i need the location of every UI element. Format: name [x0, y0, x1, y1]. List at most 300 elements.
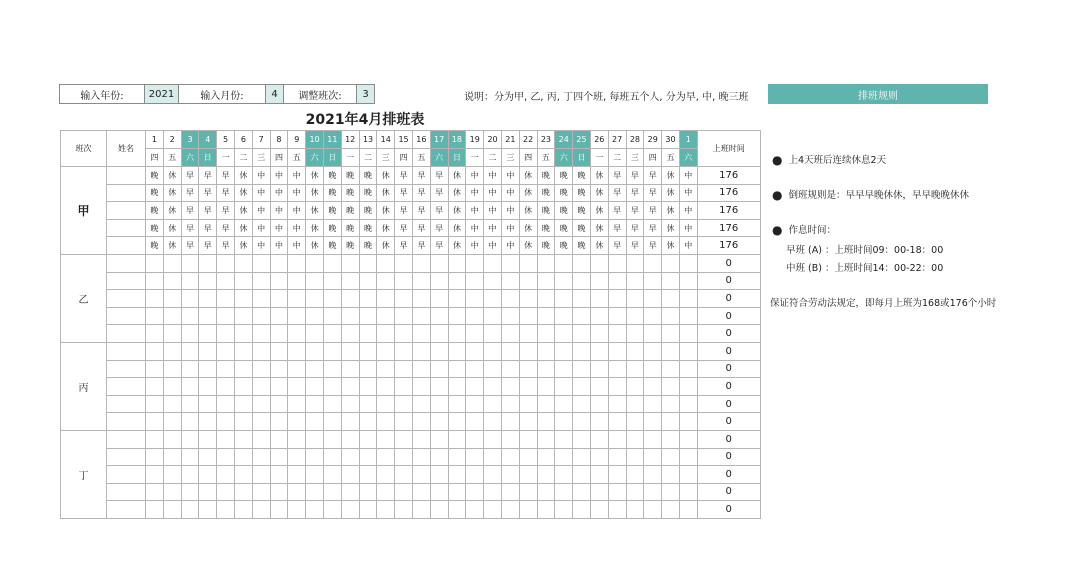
shift-cell[interactable] — [323, 254, 341, 272]
shift-cell[interactable] — [270, 430, 288, 448]
shift-cell[interactable] — [573, 325, 591, 343]
shift-cell[interactable] — [181, 325, 199, 343]
shift-cell[interactable] — [377, 360, 395, 378]
shift-cell[interactable] — [626, 325, 644, 343]
shift-cell[interactable] — [395, 395, 413, 413]
shift-cell[interactable] — [412, 325, 430, 343]
shift-cell[interactable] — [608, 378, 626, 396]
shift-cell[interactable] — [323, 413, 341, 431]
shift-cell[interactable] — [359, 501, 377, 519]
shift-cell[interactable] — [395, 430, 413, 448]
shift-cell[interactable]: 中 — [466, 184, 484, 202]
shift-cell[interactable] — [146, 448, 164, 466]
shift-cell[interactable] — [662, 395, 680, 413]
shift-cell[interactable] — [644, 395, 662, 413]
shift-cell[interactable]: 晚 — [146, 237, 164, 255]
shift-cell[interactable] — [590, 360, 608, 378]
shift-cell[interactable]: 休 — [590, 184, 608, 202]
shift-cell[interactable]: 中 — [466, 202, 484, 220]
shift-cell[interactable] — [555, 378, 573, 396]
shift-cell[interactable]: 晚 — [323, 237, 341, 255]
shift-cell[interactable] — [537, 395, 555, 413]
shift-cell[interactable] — [555, 466, 573, 484]
shift-cell[interactable]: 晚 — [573, 202, 591, 220]
shift-cell[interactable] — [377, 483, 395, 501]
shift-cell[interactable]: 中 — [270, 237, 288, 255]
shift-cell[interactable] — [679, 466, 697, 484]
shift-cell[interactable] — [573, 395, 591, 413]
shift-cell[interactable] — [217, 342, 235, 360]
shift-cell[interactable] — [288, 395, 306, 413]
shift-cell[interactable] — [590, 466, 608, 484]
shift-cell[interactable]: 中 — [484, 237, 502, 255]
shift-cell[interactable] — [519, 483, 537, 501]
shift-cell[interactable] — [484, 483, 502, 501]
shift-cell[interactable]: 晚 — [341, 219, 359, 237]
shift-cell[interactable] — [448, 290, 466, 308]
shift-cell[interactable]: 早 — [644, 237, 662, 255]
shift-cell[interactable]: 早 — [199, 219, 217, 237]
shift-cell[interactable] — [163, 448, 181, 466]
shift-cell[interactable] — [537, 378, 555, 396]
shift-cell[interactable] — [377, 501, 395, 519]
shift-cell[interactable]: 中 — [270, 167, 288, 185]
shift-cell[interactable]: 中 — [679, 202, 697, 220]
shift-cell[interactable]: 休 — [662, 237, 680, 255]
shift-cell[interactable] — [306, 448, 324, 466]
shift-cell[interactable]: 早 — [412, 219, 430, 237]
shift-cell[interactable]: 中 — [252, 167, 270, 185]
shift-cell[interactable]: 休 — [662, 202, 680, 220]
name-cell[interactable] — [107, 360, 146, 378]
shift-cell[interactable] — [679, 290, 697, 308]
shift-cell[interactable] — [448, 413, 466, 431]
shift-cell[interactable]: 早 — [644, 167, 662, 185]
shift-cell[interactable] — [217, 466, 235, 484]
shift-cell[interactable]: 早 — [412, 167, 430, 185]
shift-cell[interactable] — [644, 290, 662, 308]
name-cell[interactable] — [107, 290, 146, 308]
shift-cell[interactable] — [537, 290, 555, 308]
shift-cell[interactable] — [288, 307, 306, 325]
shift-cell[interactable] — [626, 272, 644, 290]
shift-cell[interactable] — [573, 378, 591, 396]
shift-cell[interactable] — [484, 430, 502, 448]
shift-cell[interactable]: 中 — [501, 219, 519, 237]
shift-cell[interactable] — [359, 272, 377, 290]
shift-cell[interactable] — [662, 413, 680, 431]
shift-cell[interactable]: 早 — [412, 184, 430, 202]
shift-cell[interactable]: 休 — [448, 202, 466, 220]
shift-cell[interactable]: 中 — [252, 219, 270, 237]
shift-cell[interactable] — [679, 272, 697, 290]
shift-cell[interactable]: 休 — [448, 167, 466, 185]
shift-cell[interactable] — [466, 430, 484, 448]
shift-cell[interactable]: 晚 — [146, 202, 164, 220]
shift-cell[interactable] — [662, 360, 680, 378]
shift-cell[interactable] — [608, 448, 626, 466]
shift-cell[interactable] — [252, 395, 270, 413]
shift-cell[interactable] — [430, 466, 448, 484]
shift-cell[interactable] — [163, 290, 181, 308]
shift-cell[interactable] — [590, 483, 608, 501]
shift-cell[interactable] — [217, 325, 235, 343]
shift-cell[interactable]: 早 — [395, 219, 413, 237]
shift-cell[interactable]: 早 — [430, 237, 448, 255]
shift-cell[interactable]: 早 — [395, 237, 413, 255]
shift-cell[interactable] — [573, 466, 591, 484]
shift-cell[interactable] — [430, 254, 448, 272]
shift-cell[interactable] — [395, 501, 413, 519]
shift-cell[interactable] — [573, 290, 591, 308]
shift-cell[interactable] — [626, 360, 644, 378]
shift-cell[interactable] — [626, 378, 644, 396]
shift-cell[interactable] — [288, 448, 306, 466]
shift-cell[interactable]: 休 — [448, 237, 466, 255]
shift-cell[interactable] — [163, 378, 181, 396]
shift-cell[interactable] — [412, 290, 430, 308]
shift-cell[interactable] — [341, 254, 359, 272]
shift-cell[interactable] — [217, 448, 235, 466]
shift-cell[interactable]: 晚 — [146, 167, 164, 185]
shift-cell[interactable] — [537, 360, 555, 378]
shift-cell[interactable] — [573, 501, 591, 519]
shift-cell[interactable] — [644, 501, 662, 519]
shift-cell[interactable] — [323, 430, 341, 448]
shift-cell[interactable] — [163, 413, 181, 431]
shift-cell[interactable]: 休 — [448, 219, 466, 237]
shift-cell[interactable] — [359, 342, 377, 360]
shift-cell[interactable] — [359, 483, 377, 501]
shift-cell[interactable] — [662, 290, 680, 308]
shift-cell[interactable] — [608, 290, 626, 308]
shift-cell[interactable] — [377, 307, 395, 325]
shift-cell[interactable] — [359, 360, 377, 378]
shift-cell[interactable] — [626, 254, 644, 272]
shift-cell[interactable] — [644, 378, 662, 396]
shift-cell[interactable]: 晚 — [359, 219, 377, 237]
shift-cell[interactable]: 中 — [484, 202, 502, 220]
shift-cell[interactable]: 早 — [608, 167, 626, 185]
shift-cell[interactable] — [484, 378, 502, 396]
shift-cell[interactable] — [234, 501, 252, 519]
shift-cell[interactable] — [484, 448, 502, 466]
shift-cell[interactable] — [270, 254, 288, 272]
shift-cell[interactable] — [466, 448, 484, 466]
shift-cell[interactable] — [448, 272, 466, 290]
shift-cell[interactable]: 休 — [377, 202, 395, 220]
shift-cell[interactable] — [395, 307, 413, 325]
shift-cell[interactable]: 休 — [662, 219, 680, 237]
shift-cell[interactable] — [377, 395, 395, 413]
shift-cell[interactable] — [608, 254, 626, 272]
shift-cell[interactable] — [412, 466, 430, 484]
shift-cell[interactable] — [341, 325, 359, 343]
shift-cell[interactable] — [484, 360, 502, 378]
shift-cell[interactable] — [430, 395, 448, 413]
shift-cell[interactable] — [181, 395, 199, 413]
shift-cell[interactable]: 晚 — [323, 202, 341, 220]
shift-cell[interactable] — [199, 448, 217, 466]
shift-cell[interactable] — [199, 413, 217, 431]
shift-cell[interactable]: 中 — [270, 219, 288, 237]
shift-cell[interactable] — [217, 483, 235, 501]
shift-cell[interactable] — [252, 272, 270, 290]
shift-cell[interactable] — [555, 413, 573, 431]
shift-cell[interactable] — [412, 342, 430, 360]
shift-cell[interactable] — [466, 483, 484, 501]
shift-cell[interactable] — [395, 272, 413, 290]
shift-cell[interactable]: 休 — [519, 184, 537, 202]
shift-cell[interactable] — [466, 290, 484, 308]
shift-cell[interactable] — [306, 360, 324, 378]
shift-cell[interactable] — [466, 342, 484, 360]
shift-cell[interactable] — [377, 413, 395, 431]
shift-cell[interactable]: 休 — [234, 167, 252, 185]
shift-cell[interactable]: 晚 — [573, 237, 591, 255]
shift-cell[interactable]: 早 — [395, 167, 413, 185]
shift-cell[interactable]: 早 — [181, 167, 199, 185]
shift-cell[interactable] — [644, 466, 662, 484]
shift-cell[interactable] — [448, 342, 466, 360]
shift-cell[interactable]: 晚 — [146, 219, 164, 237]
shift-cell[interactable] — [608, 413, 626, 431]
shift-cell[interactable] — [537, 430, 555, 448]
shift-cell[interactable] — [252, 360, 270, 378]
shift-cell[interactable]: 休 — [163, 184, 181, 202]
shift-cell[interactable] — [573, 342, 591, 360]
shift-cell[interactable]: 休 — [234, 219, 252, 237]
shift-cell[interactable]: 中 — [252, 184, 270, 202]
shift-cell[interactable] — [199, 290, 217, 308]
shift-cell[interactable]: 休 — [377, 184, 395, 202]
shift-cell[interactable] — [288, 483, 306, 501]
shift-cell[interactable] — [412, 413, 430, 431]
name-cell[interactable] — [107, 430, 146, 448]
shift-cell[interactable] — [270, 448, 288, 466]
shift-cell[interactable] — [412, 430, 430, 448]
shift-cell[interactable] — [377, 254, 395, 272]
shift-cell[interactable] — [323, 272, 341, 290]
shift-cell[interactable] — [555, 342, 573, 360]
shift-cell[interactable] — [519, 272, 537, 290]
shift-cell[interactable] — [501, 483, 519, 501]
shift-cell[interactable] — [395, 290, 413, 308]
shift-cell[interactable] — [644, 272, 662, 290]
shift-cell[interactable] — [181, 483, 199, 501]
shift-cell[interactable] — [662, 378, 680, 396]
shift-cell[interactable] — [537, 448, 555, 466]
shift-cell[interactable] — [234, 325, 252, 343]
shift-cell[interactable] — [412, 360, 430, 378]
shift-cell[interactable]: 中 — [270, 202, 288, 220]
shift-cell[interactable]: 早 — [181, 219, 199, 237]
shift-cell[interactable] — [412, 378, 430, 396]
shift-cell[interactable] — [252, 430, 270, 448]
shift-cell[interactable] — [306, 501, 324, 519]
shift-cell[interactable] — [146, 360, 164, 378]
shift-cell[interactable] — [608, 483, 626, 501]
shift-cell[interactable] — [537, 342, 555, 360]
shift-cell[interactable] — [466, 378, 484, 396]
shift-cell[interactable]: 早 — [430, 202, 448, 220]
shift-cell[interactable] — [555, 290, 573, 308]
shift-input[interactable]: 3 — [356, 84, 375, 104]
shift-cell[interactable] — [395, 483, 413, 501]
shift-cell[interactable] — [377, 448, 395, 466]
shift-cell[interactable] — [341, 290, 359, 308]
shift-cell[interactable] — [466, 395, 484, 413]
shift-cell[interactable] — [163, 360, 181, 378]
shift-cell[interactable] — [181, 272, 199, 290]
shift-cell[interactable] — [234, 307, 252, 325]
shift-cell[interactable] — [323, 342, 341, 360]
shift-cell[interactable] — [679, 360, 697, 378]
shift-cell[interactable] — [359, 378, 377, 396]
shift-cell[interactable] — [412, 307, 430, 325]
shift-cell[interactable] — [626, 413, 644, 431]
shift-cell[interactable] — [519, 413, 537, 431]
shift-cell[interactable] — [519, 307, 537, 325]
shift-cell[interactable]: 早 — [626, 219, 644, 237]
shift-cell[interactable] — [608, 272, 626, 290]
shift-cell[interactable] — [377, 466, 395, 484]
shift-cell[interactable]: 休 — [448, 184, 466, 202]
shift-cell[interactable] — [430, 378, 448, 396]
shift-cell[interactable] — [234, 272, 252, 290]
shift-cell[interactable] — [537, 501, 555, 519]
shift-cell[interactable] — [359, 448, 377, 466]
shift-cell[interactable] — [181, 254, 199, 272]
shift-cell[interactable] — [430, 272, 448, 290]
shift-cell[interactable] — [146, 272, 164, 290]
shift-cell[interactable] — [590, 254, 608, 272]
shift-cell[interactable] — [217, 413, 235, 431]
shift-cell[interactable] — [306, 290, 324, 308]
shift-cell[interactable]: 中 — [679, 184, 697, 202]
shift-cell[interactable]: 早 — [430, 219, 448, 237]
shift-cell[interactable]: 休 — [306, 184, 324, 202]
shift-cell[interactable] — [608, 466, 626, 484]
shift-cell[interactable] — [573, 413, 591, 431]
shift-cell[interactable]: 休 — [377, 219, 395, 237]
shift-cell[interactable] — [573, 254, 591, 272]
shift-cell[interactable]: 晚 — [537, 167, 555, 185]
shift-cell[interactable] — [181, 501, 199, 519]
shift-cell[interactable]: 晚 — [341, 237, 359, 255]
shift-cell[interactable]: 休 — [590, 219, 608, 237]
shift-cell[interactable]: 早 — [181, 184, 199, 202]
shift-cell[interactable] — [537, 413, 555, 431]
shift-cell[interactable] — [323, 325, 341, 343]
shift-cell[interactable] — [412, 272, 430, 290]
shift-cell[interactable] — [412, 448, 430, 466]
shift-cell[interactable]: 早 — [412, 237, 430, 255]
shift-cell[interactable] — [573, 360, 591, 378]
shift-cell[interactable] — [537, 254, 555, 272]
shift-cell[interactable] — [644, 325, 662, 343]
shift-cell[interactable] — [519, 290, 537, 308]
shift-cell[interactable] — [288, 413, 306, 431]
shift-cell[interactable] — [341, 501, 359, 519]
shift-cell[interactable] — [199, 466, 217, 484]
name-cell[interactable] — [107, 395, 146, 413]
shift-cell[interactable] — [555, 448, 573, 466]
shift-cell[interactable] — [199, 360, 217, 378]
shift-cell[interactable] — [519, 360, 537, 378]
shift-cell[interactable]: 早 — [626, 202, 644, 220]
shift-cell[interactable] — [679, 448, 697, 466]
shift-cell[interactable]: 中 — [501, 237, 519, 255]
shift-cell[interactable] — [555, 430, 573, 448]
shift-cell[interactable] — [199, 342, 217, 360]
shift-cell[interactable]: 中 — [484, 184, 502, 202]
shift-cell[interactable]: 早 — [412, 202, 430, 220]
shift-cell[interactable] — [501, 501, 519, 519]
shift-cell[interactable] — [537, 307, 555, 325]
shift-cell[interactable] — [234, 395, 252, 413]
shift-cell[interactable] — [662, 448, 680, 466]
shift-cell[interactable] — [608, 360, 626, 378]
shift-cell[interactable] — [448, 501, 466, 519]
shift-cell[interactable] — [234, 430, 252, 448]
shift-cell[interactable]: 中 — [679, 167, 697, 185]
shift-cell[interactable] — [519, 466, 537, 484]
shift-cell[interactable]: 早 — [181, 202, 199, 220]
shift-cell[interactable] — [341, 430, 359, 448]
shift-cell[interactable] — [323, 448, 341, 466]
shift-cell[interactable]: 晚 — [146, 184, 164, 202]
shift-cell[interactable] — [448, 325, 466, 343]
shift-cell[interactable]: 晚 — [537, 202, 555, 220]
shift-cell[interactable] — [662, 430, 680, 448]
shift-cell[interactable] — [448, 307, 466, 325]
shift-cell[interactable] — [679, 342, 697, 360]
shift-cell[interactable] — [679, 501, 697, 519]
shift-cell[interactable] — [662, 466, 680, 484]
shift-cell[interactable] — [146, 483, 164, 501]
shift-cell[interactable] — [359, 430, 377, 448]
shift-cell[interactable] — [199, 254, 217, 272]
shift-cell[interactable]: 早 — [199, 202, 217, 220]
shift-cell[interactable] — [288, 342, 306, 360]
shift-cell[interactable]: 晚 — [555, 184, 573, 202]
shift-cell[interactable] — [146, 413, 164, 431]
shift-cell[interactable] — [359, 307, 377, 325]
shift-cell[interactable] — [252, 501, 270, 519]
shift-cell[interactable] — [590, 430, 608, 448]
shift-cell[interactable]: 早 — [217, 167, 235, 185]
shift-cell[interactable]: 晚 — [359, 237, 377, 255]
shift-cell[interactable]: 早 — [626, 237, 644, 255]
shift-cell[interactable]: 中 — [501, 202, 519, 220]
name-cell[interactable] — [107, 413, 146, 431]
shift-cell[interactable]: 早 — [644, 184, 662, 202]
shift-cell[interactable]: 休 — [590, 167, 608, 185]
shift-cell[interactable] — [608, 501, 626, 519]
shift-cell[interactable]: 休 — [234, 237, 252, 255]
shift-cell[interactable]: 早 — [199, 167, 217, 185]
shift-cell[interactable] — [252, 378, 270, 396]
shift-cell[interactable] — [448, 448, 466, 466]
shift-cell[interactable] — [662, 254, 680, 272]
shift-cell[interactable]: 早 — [608, 237, 626, 255]
shift-cell[interactable] — [199, 430, 217, 448]
shift-cell[interactable] — [199, 272, 217, 290]
shift-cell[interactable]: 休 — [377, 167, 395, 185]
shift-cell[interactable] — [679, 395, 697, 413]
shift-cell[interactable] — [181, 378, 199, 396]
